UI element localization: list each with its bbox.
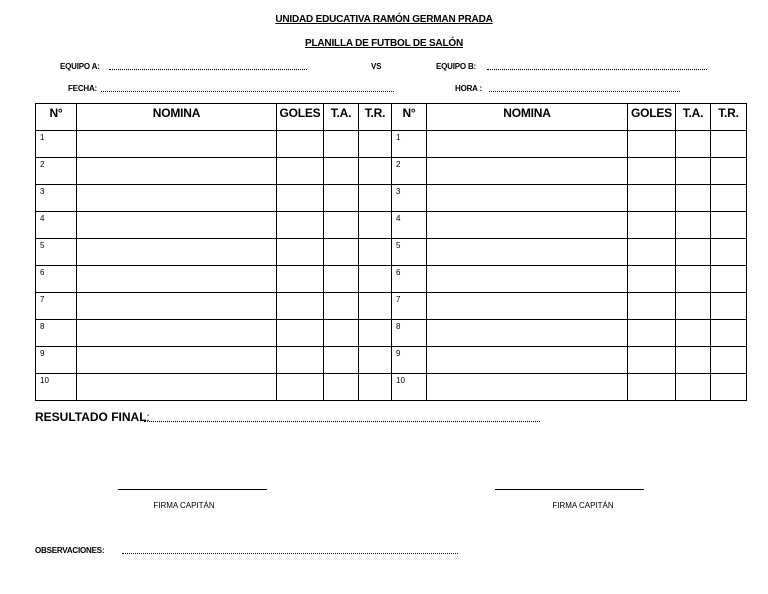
- row-number-a: 5: [36, 239, 77, 266]
- ta-cell-b[interactable]: [676, 158, 711, 185]
- table-row: [36, 185, 747, 212]
- nomina-cell-b[interactable]: [427, 212, 628, 239]
- nomina-cell-a[interactable]: [77, 131, 277, 158]
- row-number-b: 3: [392, 185, 427, 212]
- goles-cell-b[interactable]: [628, 185, 676, 212]
- nomina-cell-a[interactable]: [77, 320, 277, 347]
- row-number-a: 8: [36, 320, 77, 347]
- ta-cell-b[interactable]: [676, 185, 711, 212]
- ta-cell-a[interactable]: [324, 266, 359, 293]
- team-a-label: EQUIPO A:: [60, 62, 100, 71]
- row-number-b: 10: [392, 374, 427, 401]
- date-label: FECHA:: [68, 84, 98, 93]
- header-tr-a: T.R.: [359, 104, 392, 131]
- table-row: [36, 374, 747, 401]
- goles-cell-a[interactable]: [277, 266, 324, 293]
- nomina-cell-a[interactable]: [77, 347, 277, 374]
- form-title: PLANILLA DE FUTBOL DE SALÓN: [305, 38, 463, 49]
- ta-cell-a[interactable]: [324, 374, 359, 401]
- team-a-field[interactable]: [109, 68, 307, 70]
- ta-cell-a[interactable]: [324, 320, 359, 347]
- observations-label: OBSERVACIONES:: [35, 546, 105, 555]
- table-header-row: [36, 104, 747, 131]
- table-row: [36, 266, 747, 293]
- nomina-cell-b[interactable]: [427, 266, 628, 293]
- ta-cell-b[interactable]: [676, 374, 711, 401]
- ta-cell-a[interactable]: [324, 239, 359, 266]
- nomina-cell-a[interactable]: [77, 293, 277, 320]
- roster-table: [35, 103, 747, 401]
- nomina-cell-a[interactable]: [77, 239, 277, 266]
- ta-cell-b[interactable]: [676, 320, 711, 347]
- header-goles-a: GOLES: [277, 104, 324, 131]
- tr-cell-b[interactable]: [711, 212, 747, 239]
- goles-cell-a[interactable]: [277, 320, 324, 347]
- ta-cell-a[interactable]: [324, 131, 359, 158]
- goles-cell-b[interactable]: [628, 158, 676, 185]
- row-number-a: 7: [36, 293, 77, 320]
- signature-line-left[interactable]: [118, 489, 267, 490]
- row-number-b: 8: [392, 320, 427, 347]
- row-number-a: 9: [36, 347, 77, 374]
- table-row: [36, 320, 747, 347]
- date-field[interactable]: [101, 90, 394, 92]
- nomina-cell-b[interactable]: [427, 320, 628, 347]
- ta-cell-a[interactable]: [324, 347, 359, 374]
- ta-cell-b[interactable]: [676, 293, 711, 320]
- school-title: UNIDAD EDUCATIVA RAMÓN GERMAN PRADA: [275, 14, 493, 25]
- tr-cell-a[interactable]: [359, 320, 392, 347]
- ta-cell-a[interactable]: [324, 185, 359, 212]
- team-b-field[interactable]: [487, 68, 707, 70]
- ta-cell-b[interactable]: [676, 212, 711, 239]
- header-nomina-b: NOMINA: [427, 104, 628, 131]
- tr-cell-b[interactable]: [711, 374, 747, 401]
- tr-cell-a[interactable]: [359, 158, 392, 185]
- goles-cell-a[interactable]: [277, 293, 324, 320]
- ta-cell-a[interactable]: [324, 158, 359, 185]
- row-number-b: 4: [392, 212, 427, 239]
- row-number-a: 3: [36, 185, 77, 212]
- signature-label-left: FIRMA CAPITÁN: [153, 501, 215, 510]
- observations-field[interactable]: [122, 552, 458, 554]
- header-number-b: N°: [392, 104, 427, 131]
- goles-cell-b[interactable]: [628, 374, 676, 401]
- table-row: [36, 293, 747, 320]
- goles-cell-b[interactable]: [628, 266, 676, 293]
- nomina-cell-b[interactable]: [427, 239, 628, 266]
- tr-cell-b[interactable]: [711, 131, 747, 158]
- goles-cell-a[interactable]: [277, 212, 324, 239]
- nomina-cell-b[interactable]: [427, 185, 628, 212]
- nomina-cell-a[interactable]: [77, 266, 277, 293]
- row-number-b: 7: [392, 293, 427, 320]
- table-row: [36, 158, 747, 185]
- table-row: [36, 239, 747, 266]
- tr-cell-a[interactable]: [359, 293, 392, 320]
- header-ta-a: T.A.: [324, 104, 359, 131]
- tr-cell-a[interactable]: [359, 212, 392, 239]
- goles-cell-b[interactable]: [628, 131, 676, 158]
- goles-cell-b[interactable]: [628, 320, 676, 347]
- tr-cell-b[interactable]: [711, 347, 747, 374]
- table-row: [36, 131, 747, 158]
- header-tr-b: T.R.: [711, 104, 747, 131]
- nomina-cell-a[interactable]: [77, 212, 277, 239]
- tr-cell-b[interactable]: [711, 185, 747, 212]
- tr-cell-b[interactable]: [711, 158, 747, 185]
- row-number-b: 5: [392, 239, 427, 266]
- nomina-cell-b[interactable]: [427, 347, 628, 374]
- header-number-a: N°: [36, 104, 77, 131]
- nomina-cell-a[interactable]: [77, 158, 277, 185]
- vs-label: VS: [371, 62, 382, 71]
- tr-cell-b[interactable]: [711, 239, 747, 266]
- result-label: RESULTADO FINAL: [35, 410, 147, 424]
- goles-cell-a[interactable]: [277, 347, 324, 374]
- ta-cell-b[interactable]: [676, 131, 711, 158]
- tr-cell-a[interactable]: [359, 131, 392, 158]
- goles-cell-b[interactable]: [628, 212, 676, 239]
- nomina-cell-b[interactable]: [427, 374, 628, 401]
- nomina-cell-b[interactable]: [427, 293, 628, 320]
- ta-cell-a[interactable]: [324, 212, 359, 239]
- team-b-label: EQUIPO B:: [436, 62, 476, 71]
- nomina-cell-a[interactable]: [77, 374, 277, 401]
- row-number-a: 10: [36, 374, 77, 401]
- signature-label-right: FIRMA CAPITÁN: [552, 501, 614, 510]
- result-label-wrap: [35, 410, 150, 424]
- row-number-a: 1: [36, 131, 77, 158]
- goles-cell-a[interactable]: [277, 374, 324, 401]
- tr-cell-a[interactable]: [359, 266, 392, 293]
- goles-cell-a[interactable]: [277, 185, 324, 212]
- tr-cell-a[interactable]: [359, 185, 392, 212]
- row-number-a: 2: [36, 158, 77, 185]
- ta-cell-b[interactable]: [676, 239, 711, 266]
- row-number-a: 6: [36, 266, 77, 293]
- tr-cell-a[interactable]: [359, 239, 392, 266]
- nomina-cell-a[interactable]: [77, 185, 277, 212]
- tr-cell-a[interactable]: [359, 347, 392, 374]
- goles-cell-b[interactable]: [628, 347, 676, 374]
- tr-cell-a[interactable]: [359, 374, 392, 401]
- goles-cell-a[interactable]: [277, 239, 324, 266]
- table-row: [36, 212, 747, 239]
- goles-cell-b[interactable]: [628, 239, 676, 266]
- row-number-b: 9: [392, 347, 427, 374]
- tr-cell-b[interactable]: [711, 266, 747, 293]
- result-field[interactable]: [144, 420, 540, 422]
- signature-line-right[interactable]: [495, 489, 644, 490]
- table-row: [36, 347, 747, 374]
- ta-cell-b[interactable]: [676, 266, 711, 293]
- row-number-a: 4: [36, 212, 77, 239]
- row-number-b: 1: [392, 131, 427, 158]
- ta-cell-a[interactable]: [324, 293, 359, 320]
- time-field[interactable]: [489, 90, 680, 92]
- header-ta-b: T.A.: [676, 104, 711, 131]
- header-nomina-a: NOMINA: [77, 104, 277, 131]
- row-number-b: 6: [392, 266, 427, 293]
- header-goles-b: GOLES: [628, 104, 676, 131]
- goles-cell-a[interactable]: [277, 131, 324, 158]
- nomina-cell-b[interactable]: [427, 131, 628, 158]
- tr-cell-b[interactable]: [711, 320, 747, 347]
- nomina-cell-b[interactable]: [427, 158, 628, 185]
- ta-cell-b[interactable]: [676, 347, 711, 374]
- goles-cell-b[interactable]: [628, 293, 676, 320]
- tr-cell-b[interactable]: [711, 293, 747, 320]
- row-number-b: 2: [392, 158, 427, 185]
- time-label: HORA :: [455, 84, 482, 93]
- result-colon: :: [146, 410, 150, 424]
- goles-cell-a[interactable]: [277, 158, 324, 185]
